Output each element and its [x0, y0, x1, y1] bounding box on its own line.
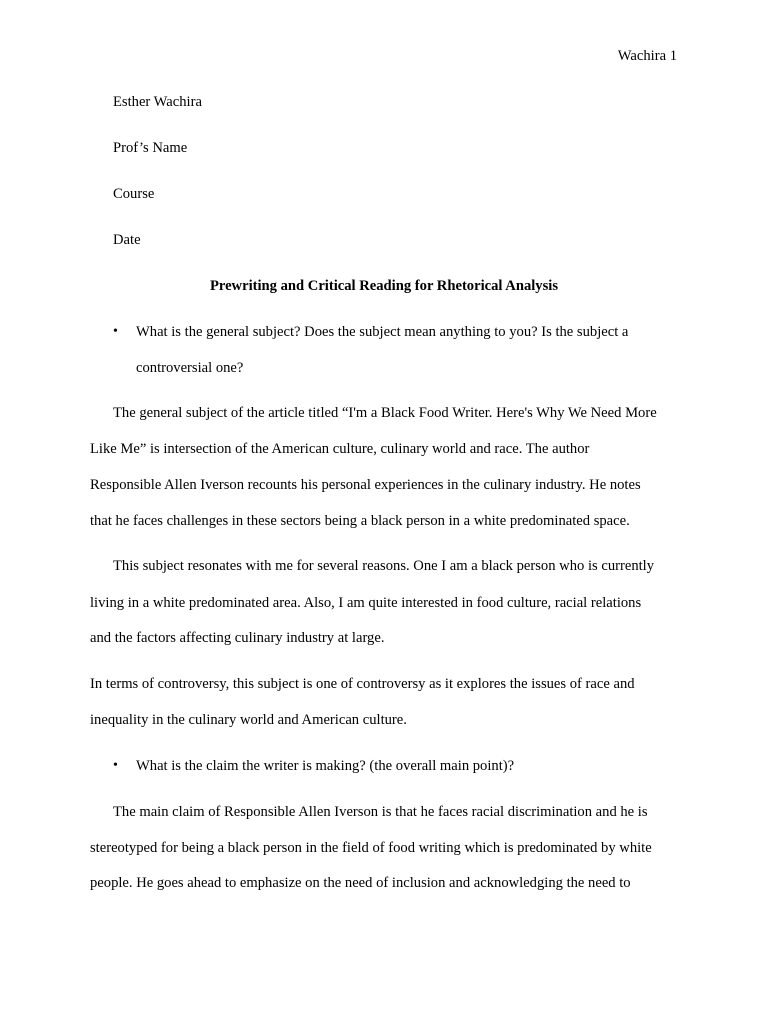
paragraph-line: and the factors affecting culinary industry at large.: [90, 630, 385, 646]
paragraph-line: that he faces challenges in these sectors being a black person in a white predominated space.: [90, 513, 630, 529]
course-name: Course: [113, 186, 155, 202]
bullet-icon: •: [113, 758, 118, 773]
paragraph-line: inequality in the culinary world and American culture.: [90, 712, 407, 728]
paragraph-line: In terms of controversy, this subject is one of controversy as it explores the issues of race and: [90, 676, 635, 692]
running-head: Wachira 1: [617, 48, 677, 64]
paragraph-line: stereotyped for being a black person in the field of food writing which is predominated by white: [90, 840, 652, 856]
document-title: Prewriting and Critical Reading for Rhetorical Analysis: [209, 278, 559, 294]
author-name: Esther Wachira: [113, 94, 202, 110]
paragraph-line: Like Me” is intersection of the American culture, culinary world and race. The author: [90, 441, 590, 457]
paragraph-line: The main claim of Responsible Allen Iverson is that he faces racial discrimination and he is: [113, 804, 648, 820]
date-line: Date: [113, 232, 141, 248]
paragraph-line: This subject resonates with me for several reasons. One I am a black person who is currently: [113, 558, 655, 574]
professor-name: Prof’s Name: [113, 140, 188, 156]
paragraph-line: Responsible Allen Iverson recounts his personal experiences in the culinary industry. He notes: [90, 477, 641, 493]
question-line: What is the general subject? Does the subject mean anything to you? Is the subject a: [136, 324, 629, 340]
question-line: What is the claim the writer is making? (the overall main point)?: [136, 758, 515, 774]
paragraph-line: The general subject of the article titled “I'm a Black Food Writer. Here's Why We Need More: [113, 405, 657, 421]
paragraph-line: living in a white predominated area. Also, I am quite interested in food culture, racial relations: [90, 595, 642, 611]
question-line: controversial one?: [136, 360, 244, 376]
paragraph-line: people. He goes ahead to emphasize on the need of inclusion and acknowledging the need to: [90, 875, 631, 891]
bullet-icon: •: [113, 324, 118, 339]
